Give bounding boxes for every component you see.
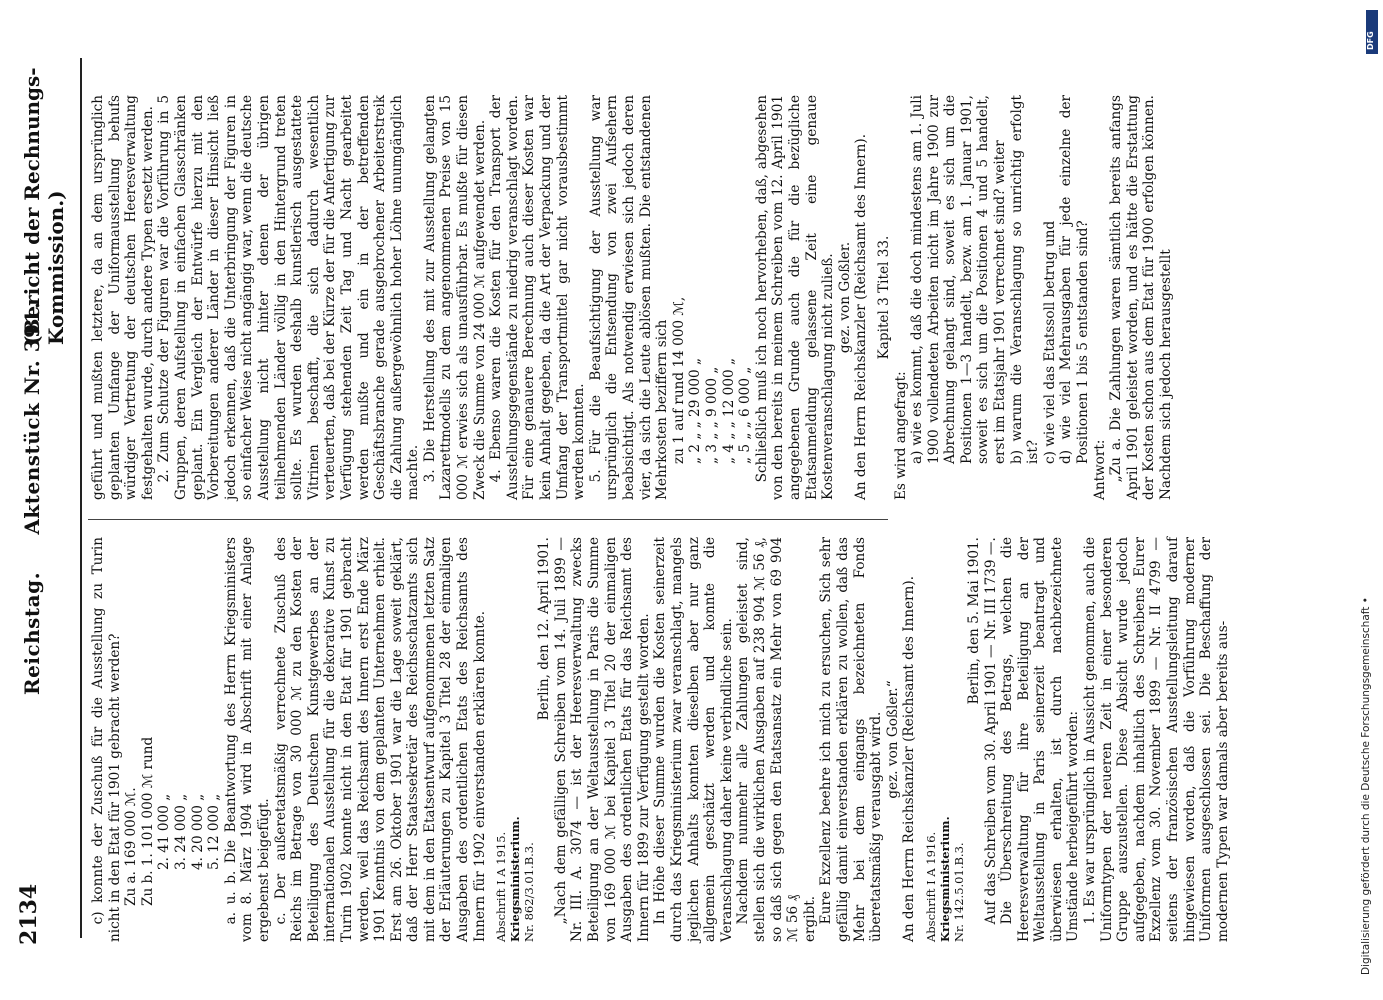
answer-label: Antwort:: [1091, 439, 1108, 500]
paragraph: Schließlich muß ich noch hervorheben, daß, abgesehen von den bereits in meinem Schreiben vom 12. April 1901 angegebenen Grunde auch die für die bezügliche Etatsanmeldung gelassene Zeit eine genaue Kostenveranschlagung nicht zuließ.: [753, 95, 837, 500]
column-divider: [88, 519, 888, 520]
paragraph: Auf das Schreiben vom 30. April 1901 — Nr. III 1739 —.: [982, 537, 999, 925]
paragraph: In Höhe dieser Summe wurden die Kosten seinerzeit durch das Kriegsministerium zwar veranschlagt, mangels jeglichen Anhalts konnten dieselben aber nur ganz allgemein geschätzt werden und konnte die Veranschlagung daher keine verbindliche sein.: [652, 537, 735, 942]
section-heading: Kapitel 3 Titel 33.: [875, 235, 892, 360]
paragraph: 4. Ebenso waren die Kosten für den Transport der Ausstellungsgegenstände zu niedrig veranschlagt worden. Für eine genauere Berechnung auch dieser Kosten war kein Anhalt gegeben, da die Art der Verpackung und der Umfang der Transportmittel gar nicht vorausbestimmt werden konnten.: [488, 95, 588, 500]
list-item: c) wie viel das Etatssoll betrug und: [1041, 220, 1058, 464]
paragraph: Es wird angefragt:: [892, 371, 909, 500]
dfg-logo: DFG: [1366, 10, 1378, 54]
list-item: 5. 12 000 „: [206, 793, 223, 870]
cost-row: „ 5 „ „ 6 000 „: [737, 366, 754, 464]
cost-row: „ 2 „ „ 29 000 „: [687, 358, 704, 464]
addressee: An den Herrn Reichskanzler (Reichsamt des Innern).: [901, 575, 918, 942]
list-item: b) warum die Veranschlagung so unrichtig erfolgt ist?: [1008, 95, 1042, 464]
reference-line: Abschrift I A 1915.: [494, 831, 509, 942]
header-title-left: Reichstag.: [20, 571, 44, 695]
paragraph: 3. Die Herstellung des mit zur Ausstellung gelangten Lazarettmodells zu dem angenommenen Preise von 15 000 ℳ erwies sich als unausführbar. Es mußte für diesen Zweck die Summe von 24 000 ℳ aufgewendet werden.: [421, 95, 488, 500]
paragraph: „Zu a. Die Zahlungen waren sämtlich bereits anfangs April 1901 geleistet worden, und es hätte die Erstattung der Kosten schon aus dem Etat für 1900 erfolgen können. Nachdem sich jedoch herausgestellt: [1108, 95, 1174, 500]
paragraph: a. u. b. Die Beantwortung des Herrn Kriegsministers vom 8. März 1904 wird in Abschrift mit einer Anlage ergebenst beigefügt.: [222, 537, 272, 942]
header-title-right: (Bericht der Rechnungs-Kommission.): [20, 67, 68, 345]
list-item: 2. 41 000 „: [156, 793, 173, 870]
page-number: 2134: [16, 883, 42, 945]
cost-row: „ 4 „ „ 12 000 „: [720, 358, 737, 464]
paragraph: Eure Exzellenz beehre ich mich zu ersuchen, Sich sehr gefällig damit einverstanden erklären zu wollen, daß das Mehr bei dem eingangs bezeichneten Fonds überetatsmäßig verausgabt wird.: [818, 537, 885, 942]
page-header: [10, 55, 90, 945]
paragraph: 2. Zum Schutze der Figuren war die Vorführung in 5 Gruppen, deren Aufstellung in einfachen Glasschränken geplant. Ein Vergleich der Entwürfe hierzu mit den Vorbereitungen anderer Länder in dieser Hinsicht ließ jedoch erkennen, daß die Unterbringung der Figuren in so einfacher Weise nicht angängig war, wenn die deutsche Ausstellung nicht hinter denen der übrigen teilnehmenden Länder völlig in den Hintergrund treten sollte. Es wurden deshalb kunstlerisch ausgestattete Vitrinen beschafft, die sich dadurch wesentlich verteuerten, daß bei der Kürze der für die Anfertigung zur Verfügung stehenden Zeit Tag und Nacht gearbeitet werden mußte und ein in der betreffenden Geschäftsbranche gerade ausgebrochener Arbeiterstreik die Zahlung außergewöhnlich hoher Löhne unumgänglich machte.: [156, 95, 422, 500]
right-column: [90, 95, 1174, 500]
cost-row: zu 1 auf rund 14 000 ℳ,: [670, 296, 687, 464]
date-line: Berlin, den 12. April 1901.: [536, 537, 553, 721]
paragraph: 5. Für die Beaufsichtigung der Ausstellung war ursprünglich die Entsendung von zwei Aufsehern beabsichtigt. Als notwendig erwiesen sich jedoch deren vier, da sich die Leute ablösen mußten. Die entstandenen Mehrkosten beziffern sich: [587, 95, 671, 500]
date-line: Berlin, den 5. Mai 1901.: [965, 537, 982, 705]
watermark-text: Digitalisierung gefördert durch die Deutsche Forschungsgemeinschaft •: [1360, 597, 1372, 975]
paragraph: Die Überschreitung des Betrags, welchen die Heeresverwaltung für ihre Beteiligung an der Weltausstellung in Paris seinerzeit beantragt und überwiesen erhalten, ist durch nachbezeichnete Umstände herbeigeführt worden:: [999, 537, 1082, 942]
header-title-mid: Aktenstück Nr. 391.: [20, 301, 44, 535]
signature: gez. von Goßler.“: [884, 680, 901, 799]
reference-line: Kriegsministerium.: [937, 816, 952, 942]
list-item: 3. 24 000 „: [172, 793, 189, 870]
reference-line: Nr. 142.5.01.B.3.: [951, 842, 966, 942]
paragraph: c. Der außeretatsmäßig verrechnete Zuschuß des Reichs im Betrage von 30 000 ℳ zu den Kosten der Beteiligung des Deutschen Kunstgewerbes an der internationalen Ausstellung für die dekorative Kunst zu Turin 1902 konnte nicht in den Etat für 1901 gebracht werden, weil das Reichsamt des Innern erst Ende März 1901 Kenntnis von dem geplanten Unternehmen erhielt. Erst am 26. Oktober 1901 war die Lage soweit geklärt, daß der Herr Staatssekretär des Reichsschatzamts sich mit dem in den Etatsentwurf aufgenommenen letzten Satz der Erläuterungen zu Kapitel 3 Titel 28 der einmaligen Ausgaben des ordentlichen Etats des Reichsamts des Innern für 1902 einverstanden erklären konnte.: [272, 537, 488, 942]
list-item: Zu b. 1. 101 000 ℳ rund: [139, 736, 156, 906]
list-item: 4. 20 000 „: [189, 793, 206, 870]
reference-line: Kriegsministerium.: [508, 816, 523, 942]
paragraph: Nachdem nunmehr alle Zahlungen geleistet sind, stellen sich die wirklichen Ausgaben auf 238 904 ℳ 56 ₰, so daß sich gegen den Etatsansatz ein Mehr von 69 904 ℳ 56 ₰: [735, 537, 802, 942]
list-item: a) wie es kommt, daß die doch mindestens am 1. Juli 1900 vollendeten Arbeiten nicht im Jahre 1900 zur Abrechnung gelangt sind, soweit es sich um die Positionen 1—3 handelt, bezw. am 1. Januar 1901, soweit es sich um die Positionen 4 und 5 handelt, erst im Etatsjahr 1901 verrechnet sind? weiter: [909, 95, 1009, 464]
paragraph: geführt und mußten letztere, da an dem ursprünglich geplanten Umfange der Uniformausstellung behufs würdiger Vertretung der deutschen Heeresverwaltung festgehalten wurde, durch andere Typen ersetzt werden.: [90, 95, 156, 500]
list-item: d) wie viel Mehrausgaben für jede einzelne der Positionen 1 bis 5 entstanden sind?: [1058, 95, 1092, 464]
list-item: Zu a. 169 000 ℳ.: [123, 787, 140, 906]
paragraph: 1. Es war ursprünglich in Aussicht genommen, auch die Uniformtypen der neueren Zeit in einer besonderen Gruppe auszustellen. Diese Absicht wurde jedoch aufgegeben, nachdem inhaltlich des Schreibens Eurer Exzellenz vom 30. November 1899 — Nr. II 4799 — seitens der französischen Ausstellungsleitung darauf hingewiesen worden, daß die Vorführung moderner Uniformen ausgeschlossen sei. Die Beschaffung der modernen Typen war damals aber bereits aus-: [1082, 537, 1231, 942]
reference-line: Abschrift I A 1916.: [923, 831, 938, 942]
addressee: An den Herrn Reichskanzler (Reichsamt des Innern).: [853, 133, 870, 500]
signature: gez. von Goßler.: [836, 241, 853, 354]
paragraph: ergibt.: [801, 895, 818, 942]
header-title: [20, 302, 44, 695]
reference-line: Nr. 862/3.01.B.3.: [522, 842, 537, 942]
cost-row: „ 3 „ „ 9 000 „: [703, 366, 720, 464]
header-rule: [80, 58, 82, 938]
paragraph: „Nach dem gefälligen Schreiben vom 14. Juli 1899 — Nr. III. A. 3074 — ist der Heeresverwaltung zwecks Beteiligung an der Weltausstellung in Paris die Summe von 169 000 ℳ bei Kapitel 3 Titel 20 der einmaligen Ausgaben des ordentlichen Etats für das Reichsamt des Innern für 1899 zur Verfügung gestellt worden.: [552, 537, 652, 942]
paragraph: c) konnte der Zuschuß für die Ausstellung zu Turin nicht in den Etat für 1901 gebracht werden?: [90, 537, 123, 942]
left-column: [90, 537, 1231, 942]
